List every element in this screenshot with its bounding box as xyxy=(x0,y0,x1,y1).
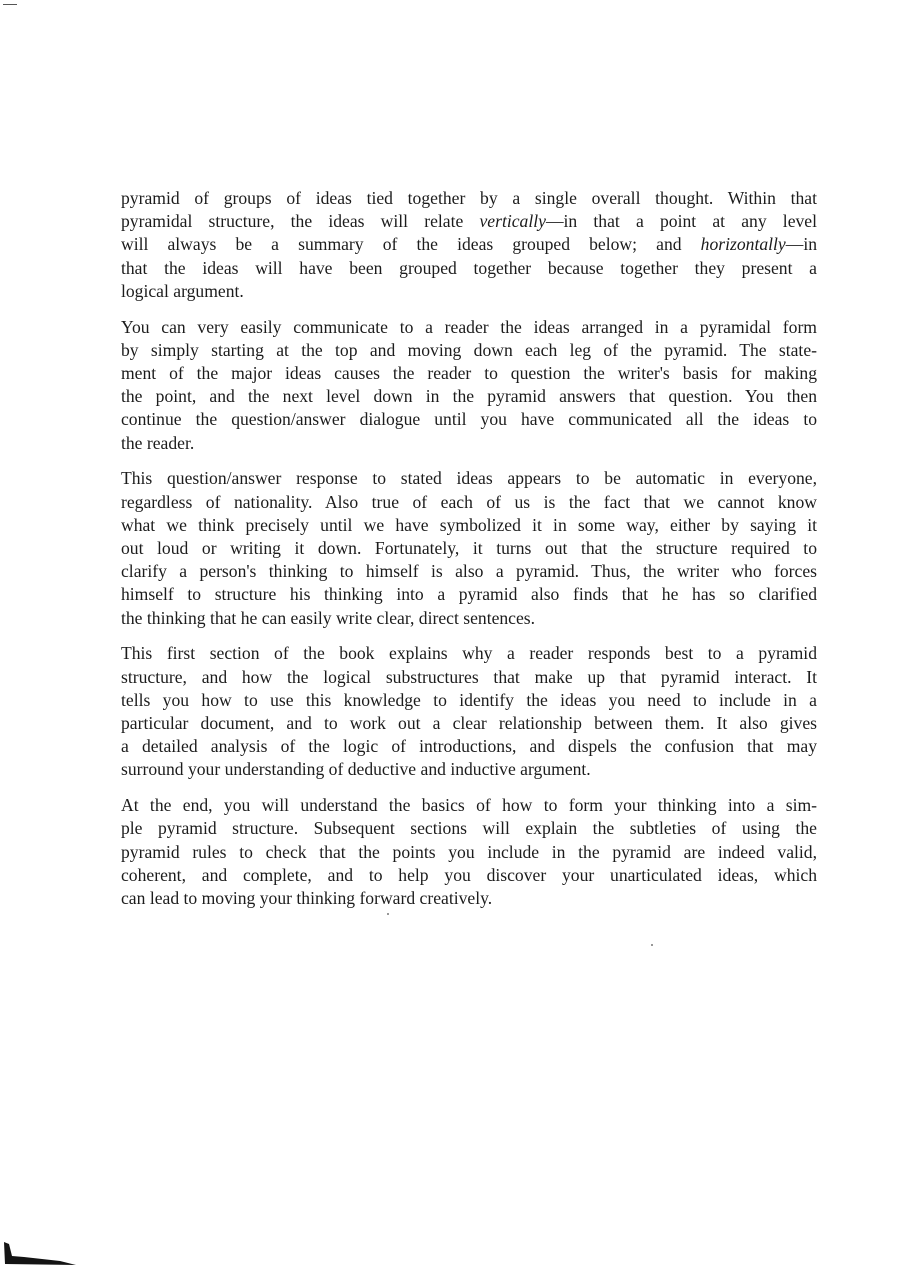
text-line: that the ideas will have been grouped together because together they present a xyxy=(121,257,817,278)
paragraph xyxy=(121,794,817,910)
text-line: pyramid of groups of ideas tied together by a single overall thought. Within that xyxy=(121,188,817,208)
text-line: the thinking that he can easily write clear, direct sentences. xyxy=(121,607,536,628)
paragraph xyxy=(121,187,817,303)
text-line: a detailed analysis of the logic of introductions, and dispels the confusion that may xyxy=(121,736,817,757)
scan-corner-mark xyxy=(0,1238,80,1268)
text-line: structure, and how the logical substructures that make up that pyramid interact. It xyxy=(121,666,817,687)
paragraph xyxy=(121,642,817,781)
scan-speck xyxy=(651,944,653,946)
text-line: ple pyramid structure. Subsequent sections will explain the subtleties of using the xyxy=(121,818,817,839)
text-line: pyramid rules to check that the points you include in the pyramid are indeed valid, xyxy=(121,841,817,862)
text-line: continue the question/answer dialogue until you have communicated all the ideas to xyxy=(121,409,817,430)
text-line: regardless of nationality. Also true of each of us is the fact that we cannot know xyxy=(121,491,817,512)
scan-edge-mark xyxy=(3,4,17,5)
text-line: can lead to moving your thinking forward creatively. xyxy=(121,888,493,909)
text-line: what we think precisely until we have symbolized it in some way, either by saying it xyxy=(121,514,817,535)
paragraph xyxy=(121,467,817,629)
text-line: himself to structure his thinking into a pyramid also finds that he has so clarified xyxy=(121,584,817,605)
emphasis: vertically xyxy=(479,211,546,232)
text-line: surround your understanding of deductive and inductive argument. xyxy=(121,759,591,780)
text-line: by simply starting at the top and moving down each leg of the pyramid. The state- xyxy=(121,339,817,360)
text-line: This question/answer response to stated ideas appears to be automatic in everyone, xyxy=(121,468,817,489)
text-line: the point, and the next level down in the pyramid answers that question. You then xyxy=(121,386,817,407)
text-line: pyramidal structure, the ideas will relate vertically—in that a point at any level xyxy=(121,211,817,232)
text-line: coherent, and complete, and to help you discover your unarticulated ideas, which xyxy=(121,864,817,885)
text-line: logical argument. xyxy=(121,280,244,301)
emphasis: horizontally xyxy=(700,234,786,255)
body-text xyxy=(121,187,817,923)
text-line: ment of the major ideas causes the reader to question the writer's basis for making xyxy=(121,363,817,384)
text-line: out loud or writing it down. Fortunately, it turns out that the structure required to xyxy=(121,538,817,559)
text-line: particular document, and to work out a clear relationship between them. It also gives xyxy=(121,713,817,734)
paragraph xyxy=(121,316,817,455)
text-line: the reader. xyxy=(121,432,195,453)
text-line: will always be a summary of the ideas grouped below; and horizontally—in xyxy=(121,234,817,255)
text-line: At the end, you will understand the basics of how to form your thinking into a sim- xyxy=(121,795,817,816)
text-line: tells you how to use this knowledge to identify the ideas you need to include in a xyxy=(121,689,817,710)
text-line: This first section of the book explains why a reader responds best to a pyramid xyxy=(121,643,817,664)
text-line: You can very easily communicate to a reader the ideas arranged in a pyramidal form xyxy=(121,316,817,337)
text-line: clarify a person's thinking to himself is also a pyramid. Thus, the writer who forces xyxy=(121,561,817,582)
